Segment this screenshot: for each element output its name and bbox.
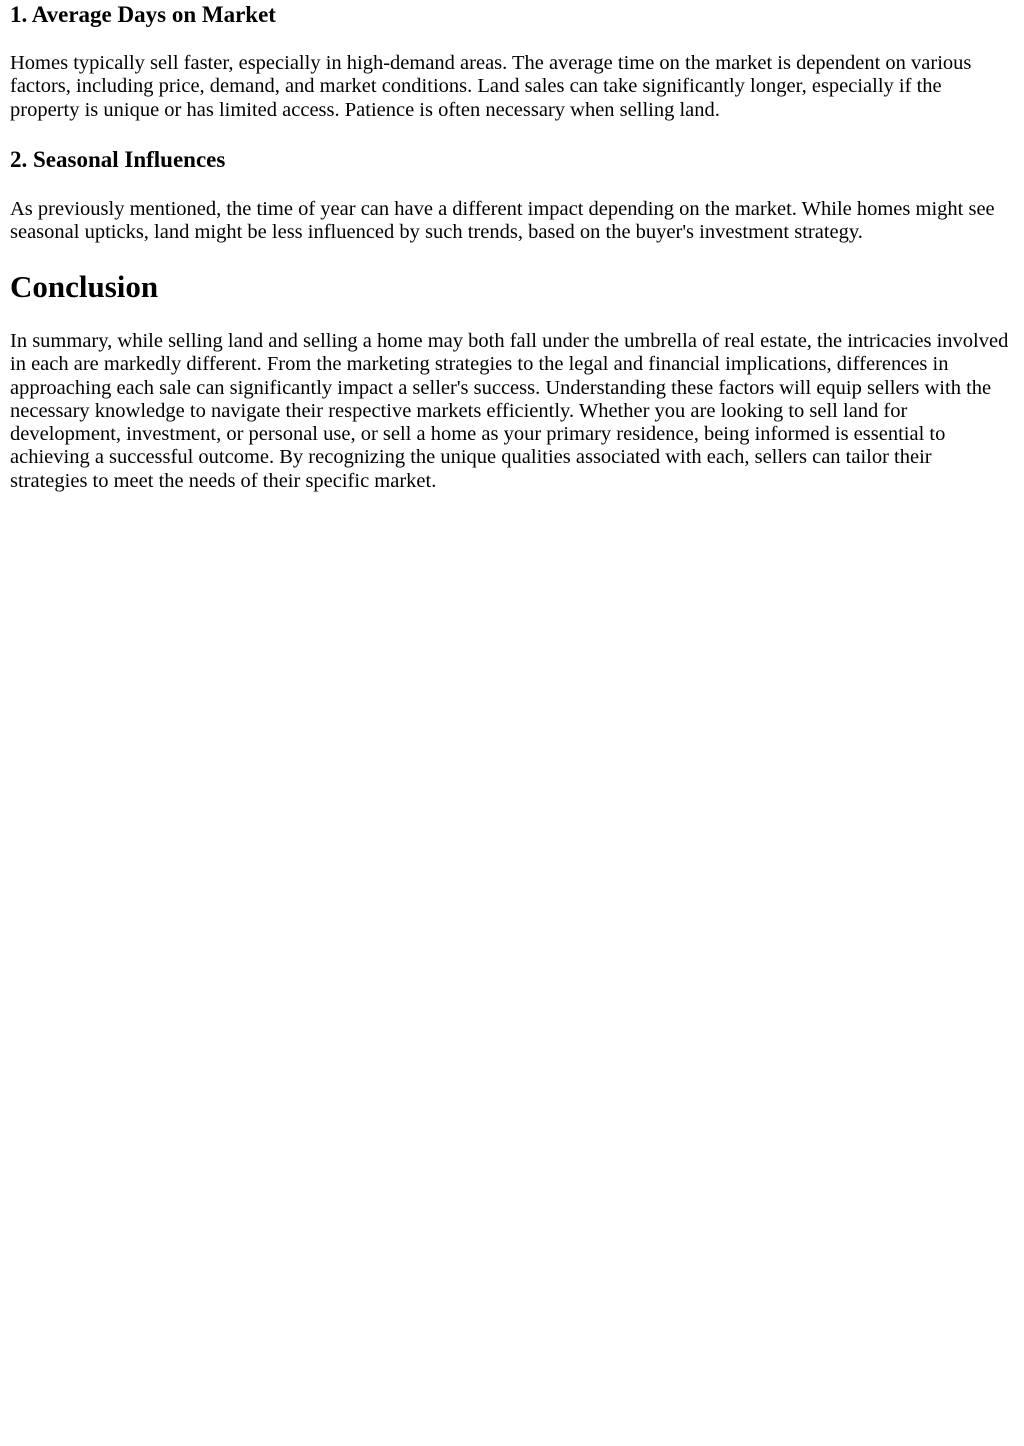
section-body-average-days: Homes typically sell faster, especially in high-demand areas. The average time on the market is dependent on various factors, including price, demand, and market conditions. Land sales can take significantly longer, especially if the property is unique or has limited access. Patience is often necessary when selling land. bbox=[10, 52, 972, 121]
conclusion-body: In summary, while selling land and selling a home may both fall under the umbrella of real estate, the intricacies involved in each are markedly different. From the marketing strategies to the legal and financial implications, differences in approaching each sale can significantly impact a seller's success. Understanding these factors will equip sellers with the necessary knowledge to navigate their respective markets efficiently. Whether you are looking to sell land for development, investment, or personal use, or sell a home as your primary residence, being informed is essential to achieving a successful outcome. By recognizing the unique qualities associated with each, sellers can tailor their strategies to meet the needs of their specific market. bbox=[10, 330, 1009, 492]
section-heading-average-days: 1. Average Days on Market bbox=[10, 2, 276, 27]
section-heading-seasonal-influences: 2. Seasonal Influences bbox=[10, 147, 226, 172]
section-body-seasonal-influences: As previously mentioned, the time of year can have a different impact depending on the market. While homes might see seasonal upticks, land might be less influenced by such trends, based on the buyer's investment strategy. bbox=[10, 198, 995, 244]
conclusion-heading: Conclusion bbox=[10, 269, 159, 304]
